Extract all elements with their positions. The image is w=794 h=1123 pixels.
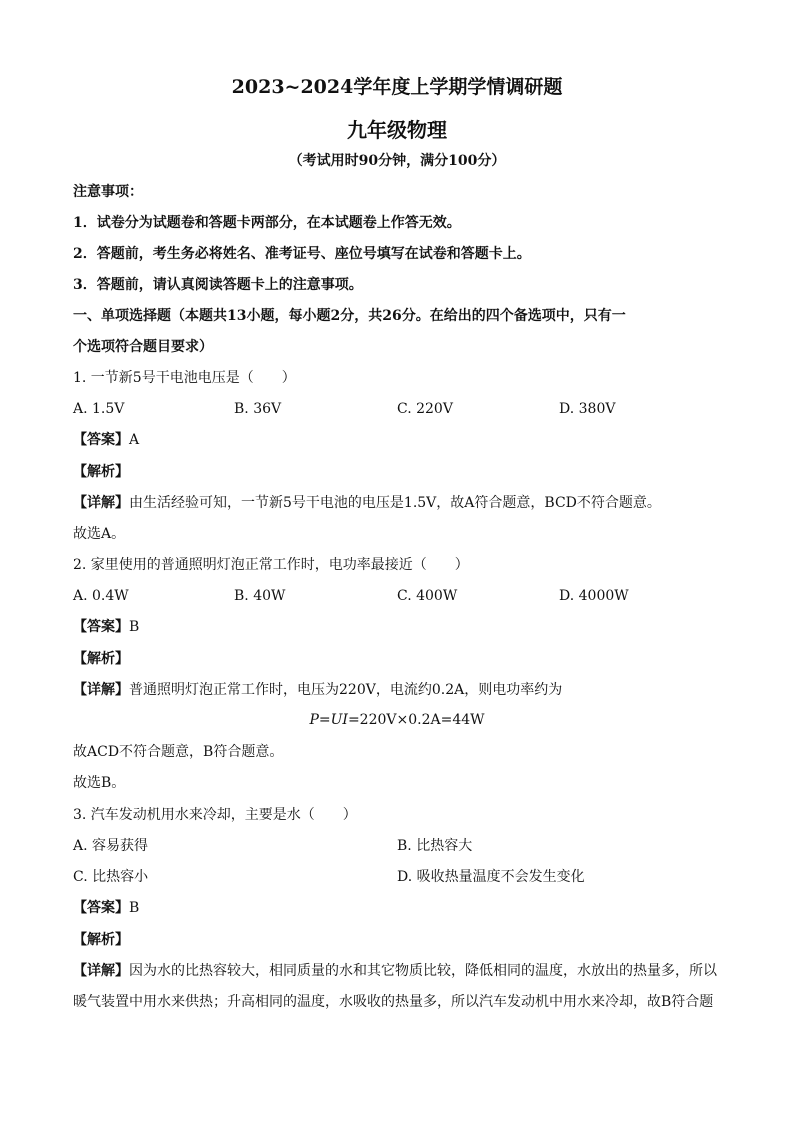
formula-rhs: =220V×0.2A=44W — [347, 712, 485, 728]
notice-item: 3．答题前，请认真阅读答题卡上的注意事项。 — [73, 277, 363, 293]
conclusion: 故选B。 — [73, 775, 126, 791]
answer-value: B — [129, 900, 140, 916]
detail-line — [73, 961, 717, 981]
answer-value: A — [129, 432, 140, 448]
option-c: C. 比热容小 — [73, 869, 149, 885]
detail-line-cont: 暖气装置中用水来供热；升高相同的温度，水吸收的热量多，所以汽车发动机中用水来冷却，故B符合题 — [73, 994, 714, 1010]
section-heading-cont: 个选项符合题目要求） — [73, 339, 213, 355]
option-b: B. 比热容大 — [397, 838, 473, 854]
answer-value: B — [129, 619, 140, 635]
answer-line — [73, 898, 139, 918]
option-b: B. 36V — [234, 401, 282, 417]
answer-line — [73, 617, 139, 637]
option-c: C. 400W — [397, 588, 458, 604]
detail-label: 【详解】 — [73, 963, 129, 979]
detail-line — [73, 493, 661, 513]
detail-line-2: 故ACD不符合题意，B符合题意。 — [73, 744, 284, 760]
detail-text: 普通照明灯泡正常工作时，电压为220V，电流约0.2A，则电功率约为 — [129, 682, 563, 698]
analysis-label: 【解析】 — [73, 464, 129, 480]
option-b: B. 40W — [234, 588, 286, 604]
conclusion: 故选A。 — [73, 526, 126, 542]
notice-heading: 注意事项： — [73, 184, 143, 200]
option-d: D. 380V — [559, 401, 616, 417]
answer-label: 【答案】 — [73, 432, 129, 448]
question-stem: 1. 一节新5号干电池电压是（ ） — [73, 370, 296, 386]
formula — [0, 710, 794, 730]
exam-info: （考试用时90分钟，满分100分） — [288, 153, 506, 169]
answer-line — [73, 430, 139, 450]
answer-label: 【答案】 — [73, 900, 129, 916]
option-a: A. 1.5V — [73, 401, 125, 417]
question-stem: 2. 家里使用的普通照明灯泡正常工作时，电功率最接近（ ） — [73, 557, 469, 573]
subject-title: 九年级物理 — [347, 118, 447, 142]
detail-label: 【详解】 — [73, 495, 129, 511]
analysis-label: 【解析】 — [73, 932, 129, 948]
option-a: A. 容易获得 — [73, 838, 149, 854]
detail-label: 【详解】 — [73, 682, 129, 698]
section-heading: 一、单项选择题（本题共13小题，每小题2分，共26分。在给出的四个备选项中，只有一 — [73, 308, 626, 324]
exam-title: 2023~2024学年度上学期学情调研题 — [231, 76, 563, 98]
detail-line — [73, 680, 562, 700]
formula-lhs: P=UI — [309, 712, 348, 728]
answer-label: 【答案】 — [73, 619, 129, 635]
option-a: A. 0.4W — [73, 588, 129, 604]
notice-item: 2．答题前，考生务必将姓名、准考证号、座位号填写在试卷和答题卡上。 — [73, 246, 531, 262]
analysis-label: 【解析】 — [73, 651, 129, 667]
option-d: D. 吸收热量温度不会发生变化 — [397, 869, 585, 885]
question-stem: 3. 汽车发动机用水来冷却，主要是水（ ） — [73, 807, 357, 823]
option-d: D. 4000W — [559, 588, 629, 604]
notice-item: 1．试卷分为试题卷和答题卡两部分，在本试题卷上作答无效。 — [73, 215, 461, 231]
option-c: C. 220V — [397, 401, 453, 417]
detail-text: 由生活经验可知，一节新5号干电池的电压是1.5V，故A符合题意，BCD不符合题意。 — [129, 495, 661, 511]
detail-text: 因为水的比热容较大，相同质量的水和其它物质比较，降低相同的温度，水放出的热量多，所以 — [129, 963, 717, 979]
